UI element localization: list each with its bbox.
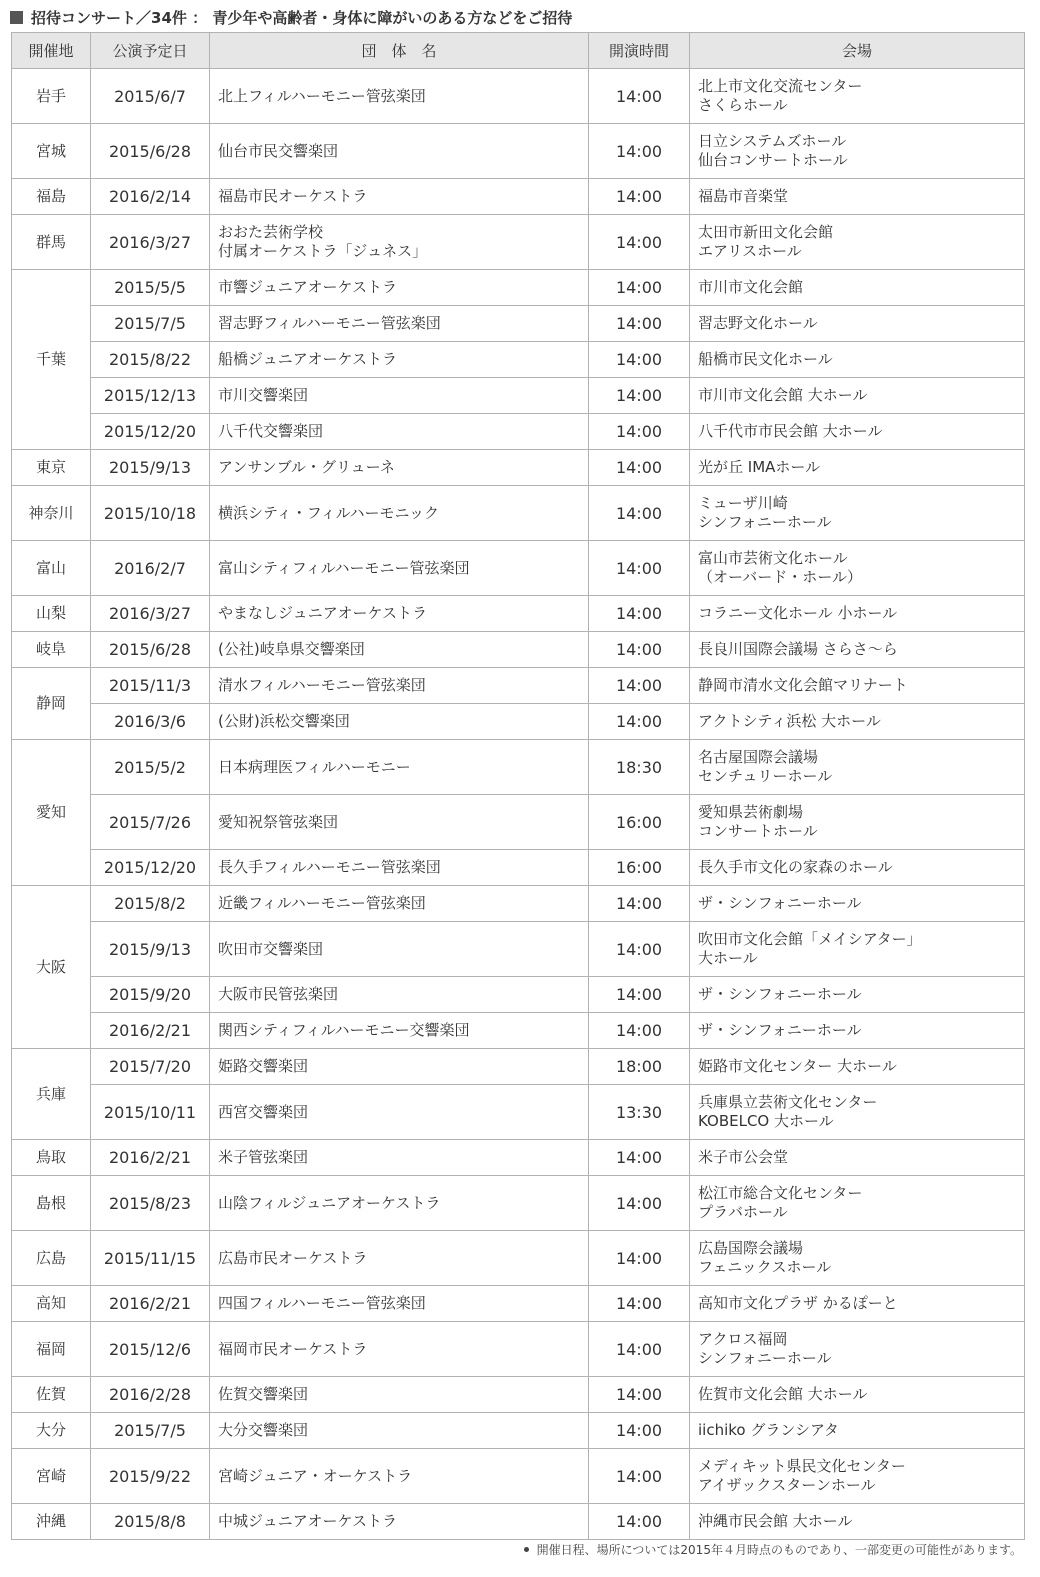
- venue-line: フェニックスホール: [698, 1258, 832, 1276]
- cell-organization: 北上フィルハーモニー管弦楽団: [210, 69, 589, 124]
- cell-start-time: 14:00: [589, 306, 690, 342]
- cell-venue: [690, 378, 1025, 414]
- table-row: [12, 795, 1025, 850]
- venue-line: 日立システムズホール: [698, 132, 847, 150]
- footnote: [524, 1541, 1022, 1558]
- cell-organization: 姫路交響楽団: [210, 1049, 589, 1085]
- cell-date: 2015/10/18: [91, 486, 210, 541]
- cell-organization: 習志野フィルハーモニー管弦楽団: [210, 306, 589, 342]
- table-row: [12, 1013, 1025, 1049]
- cell-organization: 関西シティフィルハーモニー交響楽団: [210, 1013, 589, 1049]
- cell-date: 2015/7/5: [91, 306, 210, 342]
- venue-line: ザ・シンフォニーホール: [698, 985, 862, 1003]
- table-row: [12, 596, 1025, 632]
- cell-date: 2015/12/13: [91, 378, 210, 414]
- venue-line: 富山市芸術文化ホール: [698, 549, 848, 567]
- venue-line: 兵庫県立芸術文化センター: [698, 1093, 878, 1111]
- table-row: [12, 179, 1025, 215]
- venue-line: 福島市音楽堂: [698, 187, 789, 205]
- table-row: [12, 1176, 1025, 1231]
- table-row: [12, 450, 1025, 486]
- cell-start-time: 18:00: [589, 1049, 690, 1085]
- cell-venue: [690, 414, 1025, 450]
- cell-venue: [690, 124, 1025, 179]
- venue-line: さくらホール: [698, 96, 788, 114]
- table-row: [12, 1449, 1025, 1504]
- cell-venue: [690, 632, 1025, 668]
- table-row: [12, 1085, 1025, 1140]
- cell-start-time: 13:30: [589, 1085, 690, 1140]
- column-header-pref: 開催地: [12, 33, 91, 69]
- cell-start-time: 14:00: [589, 704, 690, 740]
- square-bullet-icon: [10, 11, 23, 24]
- cell-date: 2015/6/28: [91, 632, 210, 668]
- cell-venue: [690, 179, 1025, 215]
- cell-date: 2016/2/21: [91, 1140, 210, 1176]
- cell-venue: [690, 977, 1025, 1013]
- venue-line: 愛知県芸術劇場: [698, 803, 804, 821]
- cell-date: 2016/3/27: [91, 215, 210, 270]
- cell-date: 2015/9/13: [91, 450, 210, 486]
- cell-organization: (公財)浜松交響楽団: [210, 704, 589, 740]
- venue-line: ザ・シンフォニーホール: [698, 1021, 862, 1039]
- cell-start-time: 14:00: [589, 1413, 690, 1449]
- venue-line: 長久手市文化の家森のホール: [698, 858, 893, 876]
- venue-line: 太田市新田文化会館: [698, 223, 834, 241]
- table-row: [12, 69, 1025, 124]
- cell-date: 2015/11/15: [91, 1231, 210, 1286]
- table-row: [12, 541, 1025, 596]
- cell-start-time: 14:00: [589, 378, 690, 414]
- cell-organization: 四国フィルハーモニー管弦楽団: [210, 1286, 589, 1322]
- venue-line: 静岡市清水文化会館マリナート: [698, 676, 908, 694]
- cell-organization: 船橋ジュニアオーケストラ: [210, 342, 589, 378]
- table-row: [12, 1504, 1025, 1540]
- cell-date: 2015/9/22: [91, 1449, 210, 1504]
- cell-organization: 吹田市交響楽団: [210, 922, 589, 977]
- table-row: [12, 414, 1025, 450]
- cell-organization: やまなしジュニアオーケストラ: [210, 596, 589, 632]
- table-row: [12, 124, 1025, 179]
- table-row: [12, 1413, 1025, 1449]
- cell-venue: [690, 740, 1025, 795]
- cell-prefecture: 神奈川: [12, 486, 91, 541]
- cell-venue: [690, 1377, 1025, 1413]
- cell-venue: [690, 1504, 1025, 1540]
- cell-start-time: 14:00: [589, 541, 690, 596]
- table-row: [12, 1322, 1025, 1377]
- cell-venue: [690, 215, 1025, 270]
- cell-prefecture: 大阪: [12, 886, 91, 1049]
- venue-line: アクトシティ浜松 大ホール: [698, 712, 881, 730]
- cell-start-time: 14:00: [589, 1504, 690, 1540]
- cell-venue: [690, 795, 1025, 850]
- venue-line: 八千代市市民会館 大ホール: [698, 422, 883, 440]
- venue-line: 北上市文化交流センター: [698, 77, 863, 95]
- section-heading-text: 招待コンサート／34件 ： 青少年や高齢者・身体に障がいのある方などをご招待: [31, 8, 573, 27]
- cell-start-time: 16:00: [589, 850, 690, 886]
- cell-start-time: 14:00: [589, 1140, 690, 1176]
- cell-date: 2015/12/6: [91, 1322, 210, 1377]
- venue-line: 大ホール: [698, 949, 758, 967]
- table-row: [12, 378, 1025, 414]
- cell-organization: 米子管弦楽団: [210, 1140, 589, 1176]
- venue-line: コラニー文化ホール 小ホール: [698, 604, 898, 622]
- cell-organization: 仙台市民交響楽団: [210, 124, 589, 179]
- cell-organization: 福岡市民オーケストラ: [210, 1322, 589, 1377]
- table-row: [12, 342, 1025, 378]
- cell-start-time: 14:00: [589, 977, 690, 1013]
- venue-line: （オーバード・ホール）: [698, 568, 862, 586]
- cell-start-time: 14:00: [589, 1231, 690, 1286]
- cell-prefecture: 広島: [12, 1231, 91, 1286]
- cell-venue: [690, 886, 1025, 922]
- table-row: [12, 306, 1025, 342]
- venue-line: 習志野文化ホール: [698, 314, 818, 332]
- cell-prefecture: 福島: [12, 179, 91, 215]
- venue-line: コンサートホール: [698, 822, 818, 840]
- cell-prefecture: 大分: [12, 1413, 91, 1449]
- venue-line: センチュリーホール: [698, 767, 833, 785]
- cell-organization: 市響ジュニアオーケストラ: [210, 270, 589, 306]
- cell-organization: アンサンブル・グリューネ: [210, 450, 589, 486]
- cell-organization: 福島市民オーケストラ: [210, 179, 589, 215]
- cell-organization: 大阪市民管弦楽団: [210, 977, 589, 1013]
- organization-line: 付属オーケストラ「ジュネス」: [218, 242, 428, 260]
- cell-organization: 横浜シティ・フィルハーモニック: [210, 486, 589, 541]
- venue-line: 吹田市文化会館「メイシアター」: [698, 930, 922, 948]
- table-row: [12, 704, 1025, 740]
- cell-organization: 富山シティフィルハーモニー管弦楽団: [210, 541, 589, 596]
- cell-venue: [690, 306, 1025, 342]
- cell-venue: [690, 1413, 1025, 1449]
- cell-prefecture: 高知: [12, 1286, 91, 1322]
- cell-organization: 長久手フィルハーモニー管弦楽団: [210, 850, 589, 886]
- table-row: [12, 668, 1025, 704]
- cell-date: 2015/5/2: [91, 740, 210, 795]
- venue-line: 沖縄市民会館 大ホール: [698, 1512, 853, 1530]
- cell-prefecture: 兵庫: [12, 1049, 91, 1140]
- cell-start-time: 14:00: [589, 668, 690, 704]
- cell-start-time: 14:00: [589, 270, 690, 306]
- cell-start-time: 14:00: [589, 179, 690, 215]
- cell-organization: 大分交響楽団: [210, 1413, 589, 1449]
- cell-start-time: 14:00: [589, 486, 690, 541]
- cell-date: 2015/9/13: [91, 922, 210, 977]
- venue-line: プラバホール: [698, 1203, 788, 1221]
- cell-venue: [690, 850, 1025, 886]
- venue-line: アイザックスターンホール: [698, 1476, 876, 1494]
- cell-prefecture: 岐阜: [12, 632, 91, 668]
- cell-prefecture: 岩手: [12, 69, 91, 124]
- venue-line: エアリスホール: [698, 242, 802, 260]
- cell-organization: 近畿フィルハーモニー管弦楽団: [210, 886, 589, 922]
- venue-line: KOBELCO 大ホール: [698, 1112, 834, 1130]
- cell-venue: [690, 668, 1025, 704]
- cell-venue: [690, 270, 1025, 306]
- cell-organization: 八千代交響楽団: [210, 414, 589, 450]
- concert-table: [11, 32, 1025, 1540]
- venue-line: 市川市文化会館: [698, 278, 804, 296]
- table-row: [12, 1231, 1025, 1286]
- cell-organization: 日本病理医フィルハーモニー: [210, 740, 589, 795]
- cell-date: 2015/11/3: [91, 668, 210, 704]
- cell-start-time: 14:00: [589, 596, 690, 632]
- cell-start-time: 14:00: [589, 215, 690, 270]
- cell-venue: [690, 1176, 1025, 1231]
- cell-organization: 宮崎ジュニア・オーケストラ: [210, 1449, 589, 1504]
- cell-start-time: 14:00: [589, 450, 690, 486]
- cell-start-time: 14:00: [589, 1449, 690, 1504]
- venue-line: 姫路市文化センター 大ホール: [698, 1057, 897, 1075]
- cell-date: 2015/5/5: [91, 270, 210, 306]
- cell-venue: [690, 596, 1025, 632]
- venue-line: 長良川国際会議場 さらさ〜ら: [698, 640, 898, 658]
- column-header-date: 公演予定日: [91, 33, 210, 69]
- cell-date: 2016/3/6: [91, 704, 210, 740]
- cell-start-time: 18:30: [589, 740, 690, 795]
- table-row: [12, 1377, 1025, 1413]
- table-header-row: [12, 33, 1025, 69]
- section-heading: [10, 6, 572, 28]
- cell-venue: [690, 1085, 1025, 1140]
- table-row: [12, 977, 1025, 1013]
- cell-start-time: 14:00: [589, 342, 690, 378]
- venue-line: 光が丘 IMAホール: [698, 458, 821, 476]
- table-row: [12, 1049, 1025, 1085]
- table-row: [12, 270, 1025, 306]
- cell-date: 2015/6/7: [91, 69, 210, 124]
- column-header-org: 団 体 名: [210, 33, 589, 69]
- cell-date: 2015/8/23: [91, 1176, 210, 1231]
- cell-organization: 清水フィルハーモニー管弦楽団: [210, 668, 589, 704]
- cell-date: 2015/8/8: [91, 1504, 210, 1540]
- cell-start-time: 14:00: [589, 1286, 690, 1322]
- cell-date: 2016/2/28: [91, 1377, 210, 1413]
- table-row: [12, 632, 1025, 668]
- cell-prefecture: 佐賀: [12, 1377, 91, 1413]
- cell-start-time: 14:00: [589, 632, 690, 668]
- venue-line: シンフォニーホール: [698, 1349, 832, 1367]
- cell-date: 2016/2/7: [91, 541, 210, 596]
- cell-date: 2016/2/21: [91, 1013, 210, 1049]
- cell-venue: [690, 69, 1025, 124]
- organization-line: おおた芸術学校: [218, 223, 324, 241]
- table-row: [12, 1286, 1025, 1322]
- cell-start-time: 14:00: [589, 1377, 690, 1413]
- cell-organization: 愛知祝祭管弦楽団: [210, 795, 589, 850]
- cell-date: 2015/7/5: [91, 1413, 210, 1449]
- venue-line: 松江市総合文化センター: [698, 1184, 863, 1202]
- bullet-icon: [524, 1547, 529, 1552]
- cell-prefecture: 山梨: [12, 596, 91, 632]
- cell-prefecture: 東京: [12, 450, 91, 486]
- cell-organization: 中城ジュニアオーケストラ: [210, 1504, 589, 1540]
- venue-line: メディキット県民文化センター: [698, 1457, 906, 1475]
- cell-prefecture: 宮城: [12, 124, 91, 179]
- cell-venue: [690, 1322, 1025, 1377]
- venue-line: 船橋市民文化ホール: [698, 350, 833, 368]
- table-row: [12, 922, 1025, 977]
- cell-venue: [690, 1013, 1025, 1049]
- cell-venue: [690, 486, 1025, 541]
- table-row: [12, 850, 1025, 886]
- cell-date: 2016/3/27: [91, 596, 210, 632]
- cell-venue: [690, 1140, 1025, 1176]
- cell-start-time: 14:00: [589, 1322, 690, 1377]
- venue-line: シンフォニーホール: [698, 513, 832, 531]
- cell-venue: [690, 922, 1025, 977]
- cell-date: 2015/8/22: [91, 342, 210, 378]
- venue-line: 名古屋国際会議場: [698, 748, 819, 766]
- footnote-text: 開催日程、場所については2015年４月時点のものであり、一部変更の可能性があります。: [536, 1543, 1022, 1557]
- cell-date: 2016/2/14: [91, 179, 210, 215]
- cell-organization: (公社)岐阜県交響楽団: [210, 632, 589, 668]
- cell-venue: [690, 450, 1025, 486]
- cell-prefecture: 群馬: [12, 215, 91, 270]
- cell-start-time: 14:00: [589, 1176, 690, 1231]
- table-row: [12, 886, 1025, 922]
- cell-start-time: 14:00: [589, 886, 690, 922]
- cell-date: 2015/7/26: [91, 795, 210, 850]
- cell-start-time: 14:00: [589, 922, 690, 977]
- cell-start-time: 14:00: [589, 124, 690, 179]
- venue-line: 広島国際会議場: [698, 1239, 804, 1257]
- cell-prefecture: 福岡: [12, 1322, 91, 1377]
- cell-date: 2015/9/20: [91, 977, 210, 1013]
- cell-venue: [690, 342, 1025, 378]
- cell-organization: [210, 215, 589, 270]
- cell-venue: [690, 1049, 1025, 1085]
- cell-prefecture: 沖縄: [12, 1504, 91, 1540]
- cell-prefecture: 富山: [12, 541, 91, 596]
- cell-prefecture: 静岡: [12, 668, 91, 740]
- venue-line: 市川市文化会館 大ホール: [698, 386, 868, 404]
- cell-venue: [690, 1449, 1025, 1504]
- cell-prefecture: 鳥取: [12, 1140, 91, 1176]
- venue-line: 佐賀市文化会館 大ホール: [698, 1385, 868, 1403]
- cell-date: 2015/12/20: [91, 414, 210, 450]
- venue-line: 高知市文化プラザ かるぽーと: [698, 1294, 898, 1312]
- venue-line: ザ・シンフォニーホール: [698, 894, 862, 912]
- venue-line: 米子市公会堂: [698, 1148, 789, 1166]
- table-row: [12, 215, 1025, 270]
- cell-date: 2015/12/20: [91, 850, 210, 886]
- cell-prefecture: 愛知: [12, 740, 91, 886]
- cell-date: 2015/8/2: [91, 886, 210, 922]
- column-header-venue: 会場: [690, 33, 1025, 69]
- cell-prefecture: 島根: [12, 1176, 91, 1231]
- cell-start-time: 14:00: [589, 1013, 690, 1049]
- venue-line: ミューザ川崎: [698, 494, 788, 512]
- cell-prefecture: 宮崎: [12, 1449, 91, 1504]
- cell-organization: 広島市民オーケストラ: [210, 1231, 589, 1286]
- cell-organization: 西宮交響楽団: [210, 1085, 589, 1140]
- cell-start-time: 16:00: [589, 795, 690, 850]
- venue-line: iichiko グランシアタ: [698, 1421, 839, 1439]
- table-row: [12, 740, 1025, 795]
- cell-start-time: 14:00: [589, 69, 690, 124]
- venue-line: 仙台コンサートホール: [698, 151, 848, 169]
- cell-venue: [690, 541, 1025, 596]
- cell-date: 2015/7/20: [91, 1049, 210, 1085]
- cell-organization: 佐賀交響楽団: [210, 1377, 589, 1413]
- cell-date: 2015/10/11: [91, 1085, 210, 1140]
- cell-venue: [690, 1231, 1025, 1286]
- cell-organization: 山陰フィルジュニアオーケストラ: [210, 1176, 589, 1231]
- cell-start-time: 14:00: [589, 414, 690, 450]
- table-row: [12, 486, 1025, 541]
- concert-table-body: [12, 69, 1025, 1540]
- table-row: [12, 1140, 1025, 1176]
- cell-venue: [690, 1286, 1025, 1322]
- column-header-time: 開演時間: [589, 33, 690, 69]
- venue-line: アクロス福岡: [698, 1330, 788, 1348]
- cell-organization: 市川交響楽団: [210, 378, 589, 414]
- cell-prefecture: 千葉: [12, 270, 91, 450]
- cell-date: 2015/6/28: [91, 124, 210, 179]
- cell-date: 2016/2/21: [91, 1286, 210, 1322]
- cell-venue: [690, 704, 1025, 740]
